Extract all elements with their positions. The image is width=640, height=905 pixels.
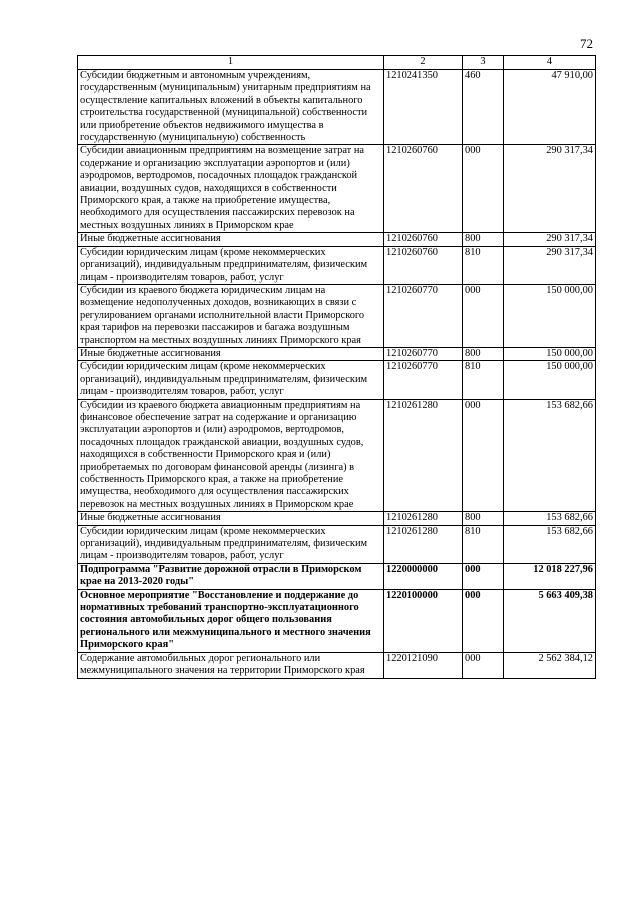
row-amount-cell: 150 000,00 [504,347,596,360]
row-amount-cell: 153 682,66 [504,399,596,512]
table-row [78,589,596,652]
row-name-cell: Субсидии юридическим лицам (кроме некоммерческих организаций), индивидуальным предпринимателям, физическим лицам - производителям товаров, работ, услуг [78,525,384,563]
row-amount-cell: 12 018 227,96 [504,563,596,589]
table-row [78,284,596,347]
row-amount-cell: 290 317,34 [504,246,596,284]
row-type-cell: 810 [463,361,504,399]
row-amount-cell: 2 562 384,12 [504,652,596,678]
row-type-cell: 810 [463,525,504,563]
header-cell-type: 3 [463,56,504,70]
table-row [78,347,596,360]
row-name-cell: Содержание автомобильных дорог регионального или межмуниципального значения на территории Приморского края [78,652,384,678]
row-amount-cell: 153 682,66 [504,512,596,525]
row-amount-cell: 150 000,00 [504,361,596,399]
row-name-cell: Иные бюджетные ассигнования [78,347,384,360]
row-type-cell: 800 [463,512,504,525]
row-type-cell: 460 [463,70,504,145]
row-name-cell: Субсидии из краевого бюджета авиационным предприятиям на финансовое обеспечение затрат на содержание и организацию эксплуатации аэропортов и (или) аэродромов, вертодромов, посадочных площадок гражданской авиации, воздушных судов, находящихся в собственности Приморского края и (или) приобретаемых по договорам финансовой аренды (лизинга) в собственность Приморского края, а также на приобретение имущества, необходимого для осуществления пассажирских перевозок на местных воздушных линиях в Приморском крае [78,399,384,512]
row-code-cell: 1220121090 [384,652,463,678]
row-type-cell: 000 [463,399,504,512]
row-type-cell: 000 [463,563,504,589]
row-name-cell: Субсидии из краевого бюджета юридическим лицам на возмещение недополученных доходов, возникающих в связи с регулированием органами исполнительной власти Приморского края тарифов на перевозки пассажиров и багажа воздушным транспортом на местных воздушных линиях Приморского края [78,284,384,347]
row-name-cell: Субсидии юридическим лицам (кроме некоммерческих организаций), индивидуальным предпринимателям, физическим лицам - производителям товаров, работ, услуг [78,246,384,284]
row-amount-cell: 290 317,34 [504,145,596,233]
row-code-cell: 1220000000 [384,563,463,589]
row-code-cell: 1210261280 [384,512,463,525]
row-type-cell: 000 [463,284,504,347]
row-type-cell: 000 [463,652,504,678]
table-row [78,246,596,284]
row-code-cell: 1210260760 [384,246,463,284]
row-amount-cell: 290 317,34 [504,233,596,246]
row-name-cell: Субсидии бюджетным и автономным учреждениям, государственным (муниципальным) унитарным предприятиям на осуществление капитальных вложений в объекты капитального строительства государственной (муниципальной) собственности или приобретение объектов недвижимого имущества в государственную (муниципальную) собственность [78,70,384,145]
row-type-cell: 810 [463,246,504,284]
row-code-cell: 1220100000 [384,589,463,652]
row-type-cell: 000 [463,145,504,233]
row-amount-cell: 153 682,66 [504,525,596,563]
budget-table [77,55,596,679]
header-cell-name: 1 [78,56,384,70]
row-name-cell: Иные бюджетные ассигнования [78,512,384,525]
row-amount-cell: 47 910,00 [504,70,596,145]
row-type-cell: 800 [463,233,504,246]
row-code-cell: 1210241350 [384,70,463,145]
row-code-cell: 1210260760 [384,145,463,233]
table-row [78,70,596,145]
header-cell-code: 2 [384,56,463,70]
row-name-cell: Иные бюджетные ассигнования [78,233,384,246]
row-code-cell: 1210260770 [384,361,463,399]
row-name-cell: Субсидии авиационным предприятиям на возмещение затрат на содержание и организацию эксплуатации аэропортов и (или) аэродромов, вертодромов, посадочных площадок гражданской авиации, воздушных судов, находящихся в собственности Приморского края, а также на приобретение имущества, необходимого для осуществления пассажирских перевозок на местных воздушных линиях в Приморском крае [78,145,384,233]
table-row [78,233,596,246]
row-amount-cell: 5 663 409,38 [504,589,596,652]
row-code-cell: 1210260760 [384,233,463,246]
table-row [78,361,596,399]
row-type-cell: 800 [463,347,504,360]
row-amount-cell: 150 000,00 [504,284,596,347]
row-code-cell: 1210261280 [384,399,463,512]
row-name-cell: Подпрограмма "Развитие дорожной отрасли в Приморском крае на 2013-2020 годы" [78,563,384,589]
table-row [78,512,596,525]
table-row [78,145,596,233]
row-type-cell: 000 [463,589,504,652]
row-name-cell: Основное мероприятие "Восстановление и поддержание до нормативных требований транспортно-эксплуатационного состояния автомобильных дорог общего пользования регионального или межмуниципального и местного значения Приморского края" [78,589,384,652]
row-code-cell: 1210260770 [384,347,463,360]
table-row [78,563,596,589]
row-code-cell: 1210261280 [384,525,463,563]
header-row [78,56,596,70]
table-row [78,652,596,678]
row-code-cell: 1210260770 [384,284,463,347]
page-number: 72 [580,36,593,51]
row-name-cell: Субсидии юридическим лицам (кроме некоммерческих организаций), индивидуальным предпринимателям, физическим лицам - производителям товаров, работ, услуг [78,361,384,399]
table-row [78,525,596,563]
header-cell-amount: 4 [504,56,596,70]
table-row [78,399,596,512]
